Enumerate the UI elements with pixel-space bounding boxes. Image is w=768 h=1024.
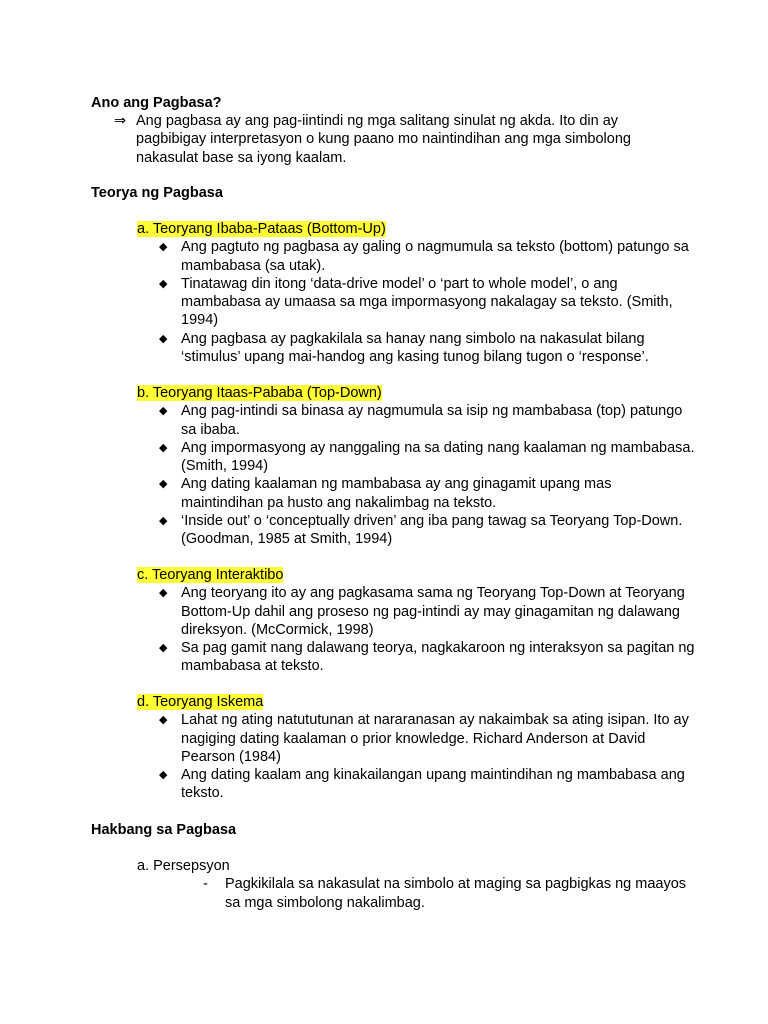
theory-section [137,693,697,803]
list-item: ◆ Ang impormasyong ay nanggaling na sa dating nang kaalaman ng mambabasa. (Smith, 1994) [159,439,695,475]
list-item [137,875,697,912]
list-item: ◆ Lahat ng ating natututunan at nararanasan ay nakaimbak sa ating isipan. Ito ay nagiging dating kaalaman o prior knowledge. Richard Anderson at David Pearson (1984) [159,712,689,765]
theory-label: d. Teoryang Iskema [137,694,264,710]
diamond-bullet-icon: ◆ [159,441,168,454]
diamond-bullet-icon: ◆ [159,515,168,528]
diamond-bullet-icon: ◆ [159,332,168,345]
steps-heading: Hakbang sa Pagbasa [91,822,237,838]
theories-heading: Teorya ng Pagbasa [91,185,223,201]
list-item: ◆ Ang teoryang ito ay ang pagkasama sama ng Teoryang Top-Down at Teoryang Bottom-Up dahil ang proseso ng pag-intindi ay may ginagamitan ng dalawang direksyon. (McCormick, 1998) [159,585,685,638]
implies-arrow-icon: ⇒ [114,113,127,129]
theory-label: c. Teoryang Interaktibo [137,567,284,583]
intro-heading: Ano ang Pagbasa? [91,95,222,111]
list-item: ◆ Ang pag-intindi sa binasa ay nagmumula sa isip ng mambabasa (top) patungo sa ibaba. [159,403,683,438]
list-item: ◆ Ang pagbasa ay pagkakilala sa hanay nang simbolo na nakasulat bilang ‘stimulus’ upang mai-handog ang kasing tunog bilang tugon o ‘response’. [159,330,649,366]
diamond-bullet-icon: ◆ [159,241,168,254]
diamond-bullet-icon: ◆ [159,405,168,418]
diamond-bullet-icon: ◆ [159,642,168,655]
dash-bullet-icon: - [203,876,208,893]
step-section [137,857,697,912]
list-item: ◆ ‘Inside out’ o ‘conceptually driven’ ang iba pang tawag sa Teoryang Top-Down. (Goodman, 1985 at Smith, 1994) [159,513,683,548]
theory-bullet-list [137,402,697,548]
theory-section [137,220,697,366]
list-item: ◆ Sa pag gamit nang dalawang teorya, nagkakaroon ng interaksyon sa pagitan ng mambabasa at teksto. [159,640,695,675]
diamond-bullet-icon: ◆ [159,769,168,782]
list-item: ◆ Ang dating kaalam ang kinakailangan upang maintindihan ng mambabasa ang teksto. [159,767,685,802]
diamond-bullet-icon: ◆ [159,478,168,491]
list-item: ◆ Tinatawag din itong ‘data-drive model’ o ‘part to whole model’, o ang mambabasa ay umaasa sa mga impormasyong nakalagay sa teksto. (Smith, 1994) [159,275,673,329]
step-label: a. Persepsyon [137,858,230,874]
theory-section [137,566,697,676]
list-item: ◆ Ang dating kaalaman ng mambabasa ay ang ginagamit upang mas maintindihan pa husto ang nakalimbag na teksto. [159,476,612,511]
theory-section [137,384,697,549]
list-item: ◆ Ang pagtuto ng pagbasa ay galing o nagmumula sa teksto (bottom) patungo sa mambabasa (sa utak). [159,239,689,274]
theory-bullet-list [137,711,697,802]
theory-bullet-list [137,584,697,675]
diamond-bullet-icon: ◆ [159,587,168,600]
theory-bullet-list [137,238,697,366]
theory-label: b. Teoryang Itaas-Pababa (Top-Down) [137,385,382,401]
diamond-bullet-icon: ◆ [159,714,168,727]
theory-label: a. Teoryang Ibaba-Pataas (Bottom-Up) [137,221,386,237]
diamond-bullet-icon: ◆ [159,277,168,290]
step-description: Pagkikilala sa nakasulat na simbolo at maging sa pagbigkas ng maayos sa mga simbolong nakalimbag. [225,876,687,911]
intro-text: Ang pagbasa ay ang pag-iintindi ng mga salitang sinulat ng akda. Ito din ay pagbibigay interpretasyon o kung paano mo naintindihan ang mga simbolong nakasulat base sa iyong kaalam. [136,113,631,166]
